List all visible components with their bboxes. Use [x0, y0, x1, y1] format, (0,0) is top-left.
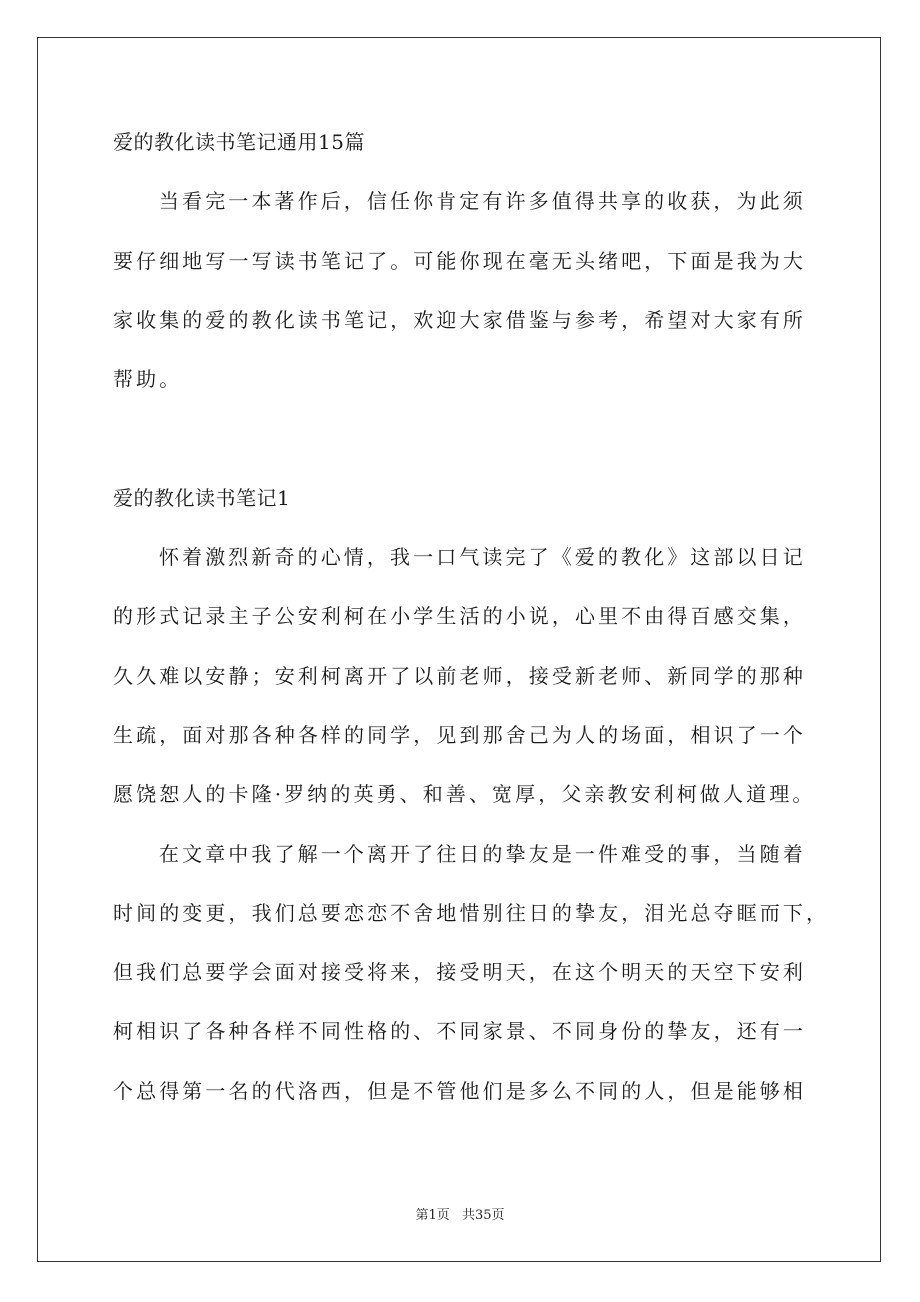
- text-line: 但我们总要学会面对接受将来，接受明天，在这个明天的天空下安利: [113, 960, 806, 985]
- text-line: 帮助。: [113, 367, 183, 392]
- spacer: [113, 420, 813, 479]
- text-line: 个总得第一名的代洛西，但是不管他们是多么不同的人，但是能够相: [113, 1078, 806, 1103]
- page-number: 第1页: [415, 1208, 450, 1223]
- intro-paragraph: [113, 183, 813, 420]
- text-line: 当看完一本著作后，信任你肯定有许多值得共享的收获，为此须: [159, 189, 806, 214]
- text-line: 要仔细地写一写读书笔记了。可能你现在毫无头绪吧，下面是我为大: [113, 248, 806, 273]
- section-1: [113, 480, 830, 1132]
- text-line: 怀着激烈新奇的心情，我一口气读完了《爱的教化》这部以日记: [159, 545, 806, 570]
- text-line: 家收集的爱的教化读书笔记，欢迎大家借鉴与参考，希望对大家有所: [113, 307, 806, 332]
- text-line: 柯相识了各种各样不同性格的、不同家景、不同身份的挚友，还有一: [113, 1019, 806, 1044]
- document-body: [113, 124, 830, 1132]
- text-line: 时间的变更，我们总要恋恋不舍地惜别往日的挚友，泪光总夺眶而下，: [113, 900, 830, 925]
- paragraph-1: [113, 539, 816, 835]
- text-line: 的形式记录主子公安利柯在小学生活的小说，心里不由得百感交集，: [113, 604, 806, 629]
- text-line: 在文章中我了解一个离开了往日的挚友是一件难受的事，当随着: [159, 841, 806, 866]
- page-footer: [0, 1204, 920, 1223]
- section-heading: 爱的教化读书笔记1: [113, 485, 291, 510]
- text-line: 久久难以安静；安利柯离开了以前老师，接受新老师、新同学的那种: [113, 663, 806, 688]
- page-total: 共35页: [461, 1208, 505, 1223]
- text-line: 生疏，面对那各种各样的同学，见到那舍己为人的场面，相识了一个: [113, 722, 806, 747]
- document-title: 爱的教化读书笔记通用15篇: [113, 130, 365, 154]
- paragraph-2: [113, 836, 830, 1132]
- text-line: 愿饶恕人的卡隆·罗纳的英勇、和善、宽厚，父亲教安利柯做人道理。: [113, 782, 816, 807]
